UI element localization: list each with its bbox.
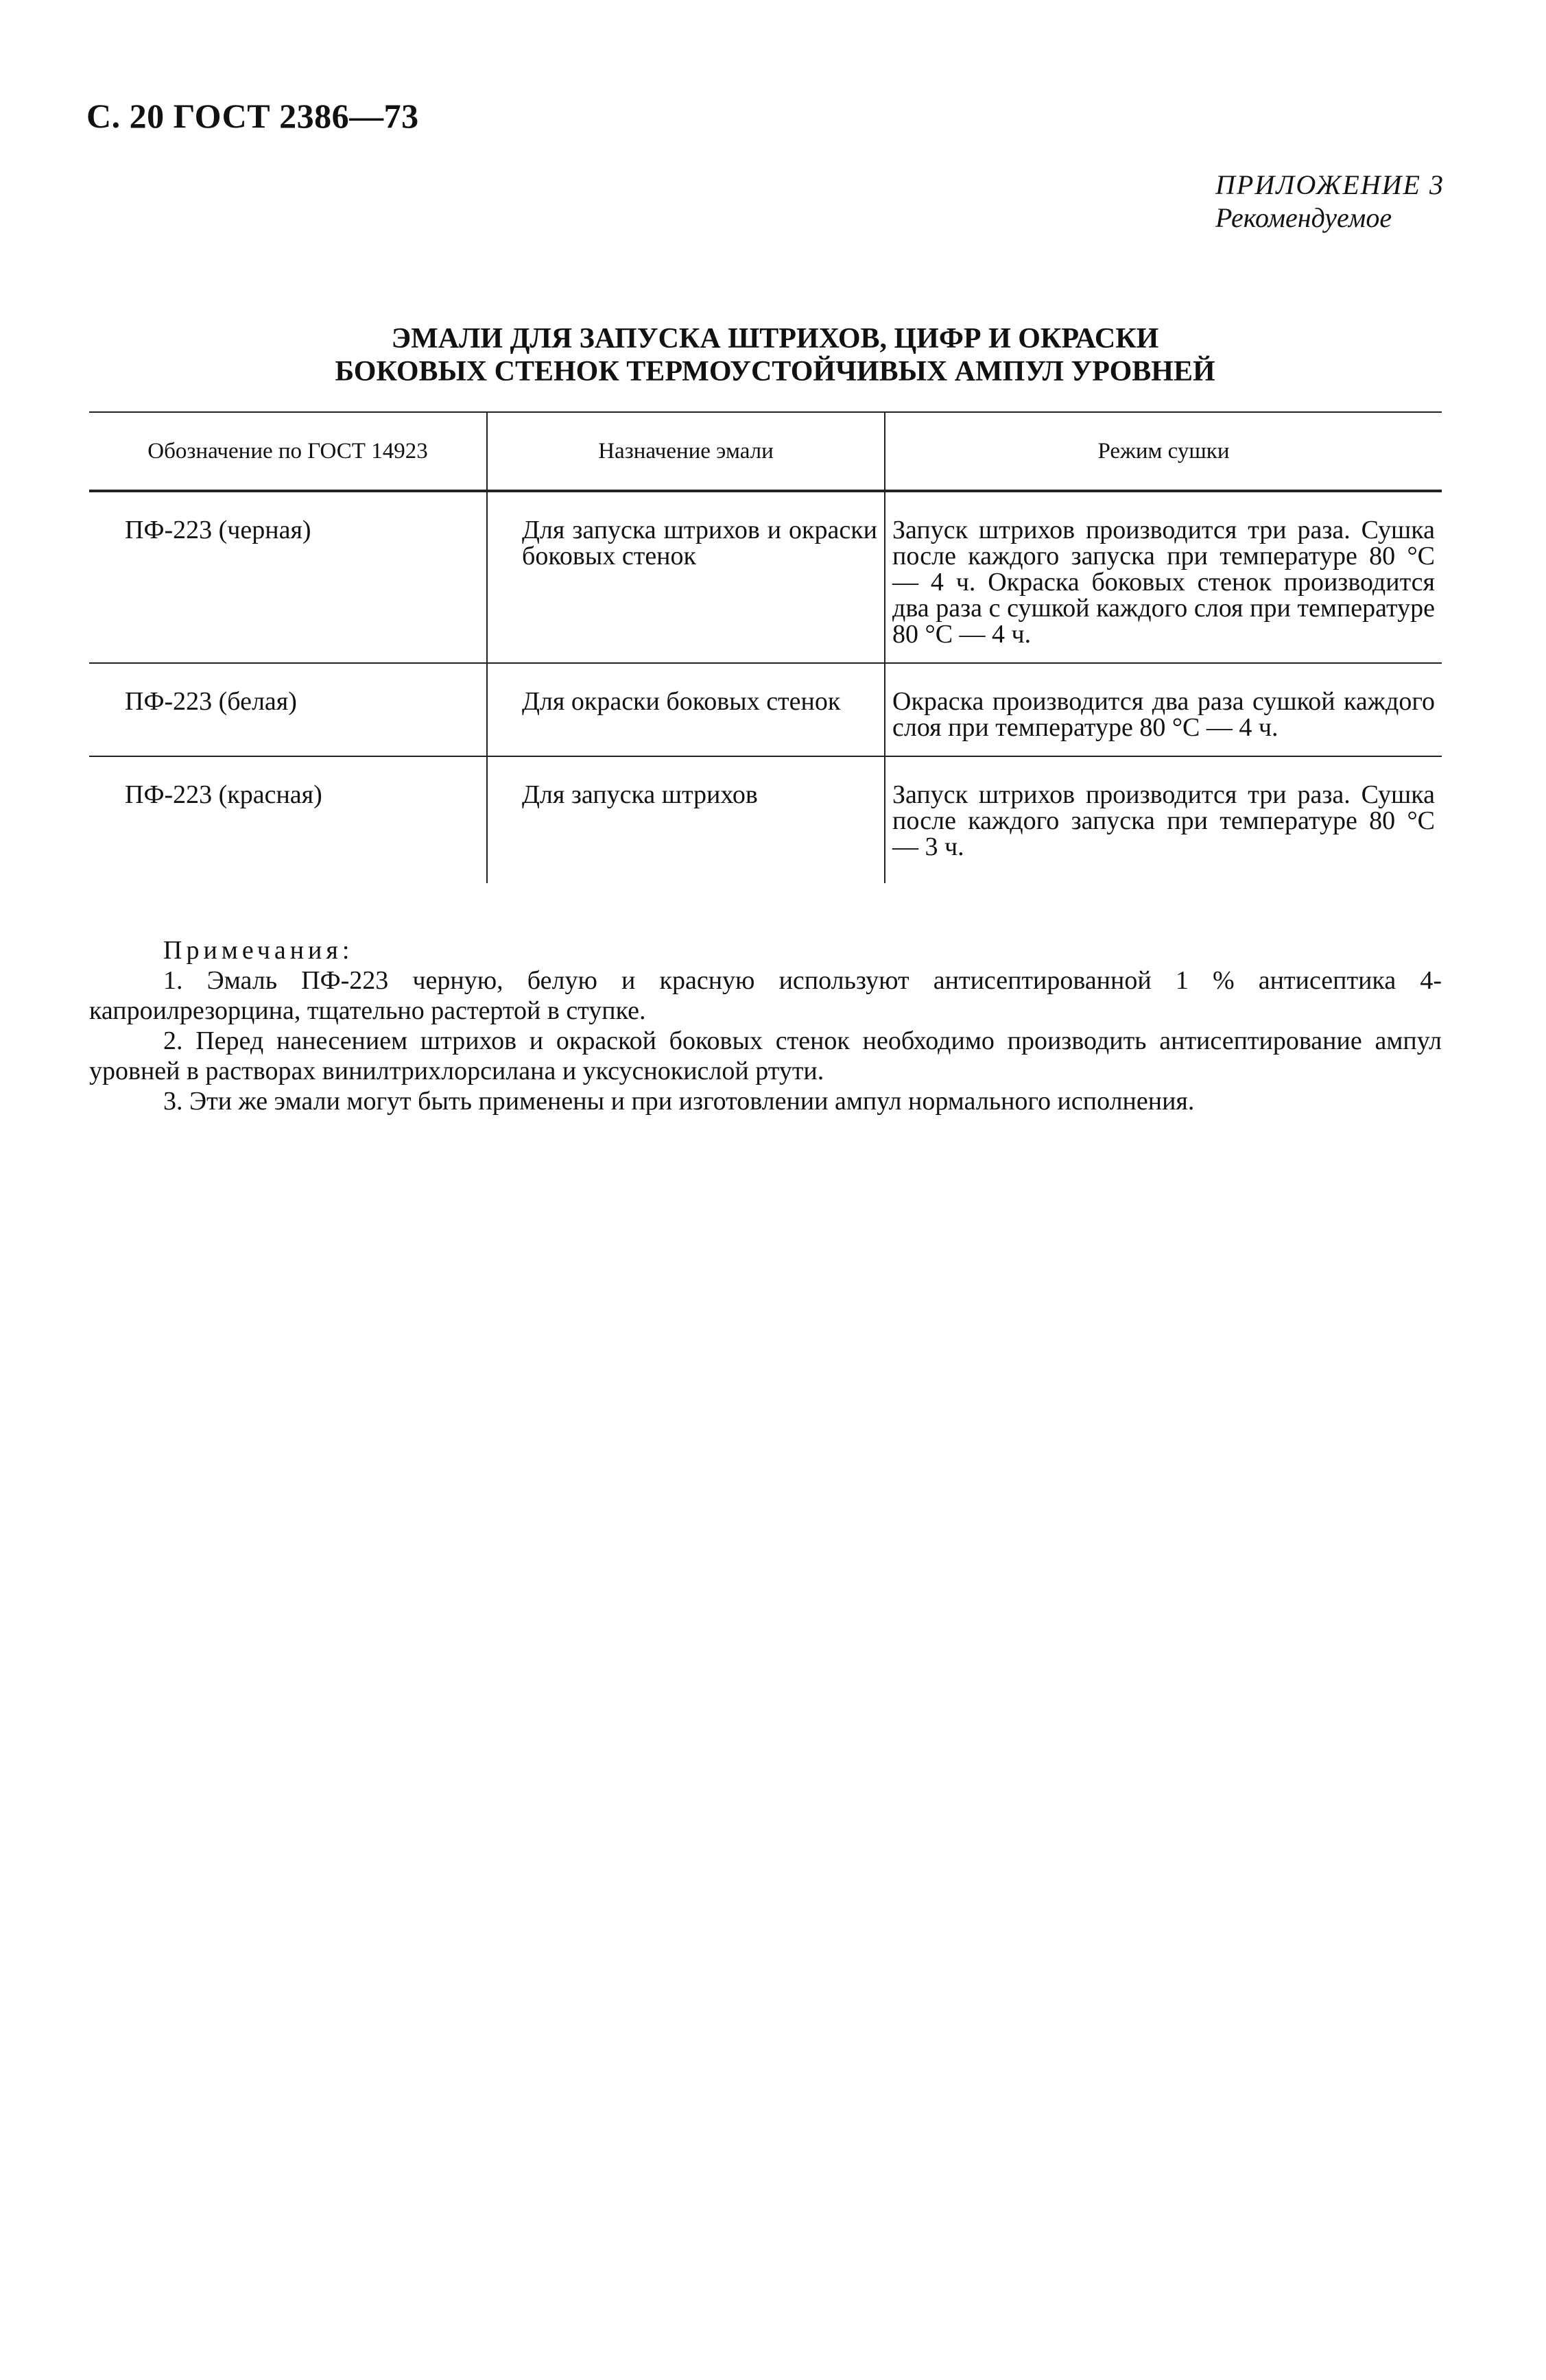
cell-designation: ПФ-223 (черная): [89, 491, 487, 663]
cell-purpose: Для окраски боковых стенок: [487, 663, 885, 756]
notes-title: Примечания:: [163, 936, 354, 965]
note-item: 2. Перед нанесением штрихов и окраской боковых стенок необходимо производить антисептирование ампул уровней в растворах винилтрихлорсилана и уксуснокислой ртути.: [89, 1026, 1442, 1085]
cell-purpose: Для запуска штрихов: [487, 756, 885, 883]
table-row: [89, 663, 1442, 756]
cell-drying: Запуск штрихов производится три раза. Сушка после каждого запуска при температуре 80 °С — 3 ч.: [885, 756, 1442, 883]
column-header-designation: Обозначение по ГОСТ 14923: [89, 412, 487, 491]
column-header-drying: Режим сушки: [885, 412, 1442, 491]
table-header-row: [89, 412, 1442, 491]
enamels-table: [89, 411, 1442, 883]
notes-section: [89, 935, 1442, 1116]
table-row: [89, 756, 1442, 883]
cell-designation: ПФ-223 (красная): [125, 780, 322, 809]
title-line-1: ЭМАЛИ ДЛЯ ЗАПУСКА ШТРИХОВ, ЦИФР И ОКРАСКИ: [391, 323, 1159, 354]
appendix-status: Рекомендуемое: [1215, 202, 1392, 233]
cell-drying: Окраска производится два раза сушкой каждого слоя при температуре 80 °С — 4 ч.: [885, 663, 1442, 756]
document-title: [89, 322, 1461, 388]
note-item: 1. Эмаль ПФ-223 черную, белую и красную используют антисептированной 1 % антисептика 4-капроилрезорцина, тщательно растертой в ступке.: [89, 966, 1442, 1025]
cell-purpose: Для запуска штрихов и окраски боковых стенок: [487, 491, 885, 663]
note-item: 3. Эти же эмали могут быть применены и при изготовлении ампул нормального исполнения.: [163, 1087, 1195, 1116]
page-header: С. 20 ГОСТ 2386—73: [86, 97, 419, 135]
title-line-2: БОКОВЫХ СТЕНОК ТЕРМОУСТОЙЧИВЫХ АМПУЛ УРОВНЕЙ: [335, 356, 1215, 387]
appendix-label: ПРИЛОЖЕНИЕ 3: [1215, 169, 1444, 200]
column-header-purpose: Назначение эмали: [487, 412, 885, 491]
table-row: [89, 491, 1442, 663]
cell-drying: Запуск штрихов производится три раза. Сушка после каждого запуска при температуре 80 °С — 4 ч. Окраска боковых стенок производится два раза с сушкой каждого слоя при температуре 80 °С — 4 ч.: [885, 491, 1442, 663]
appendix-block: [1215, 169, 1444, 235]
cell-designation: ПФ-223 (белая): [89, 663, 487, 756]
